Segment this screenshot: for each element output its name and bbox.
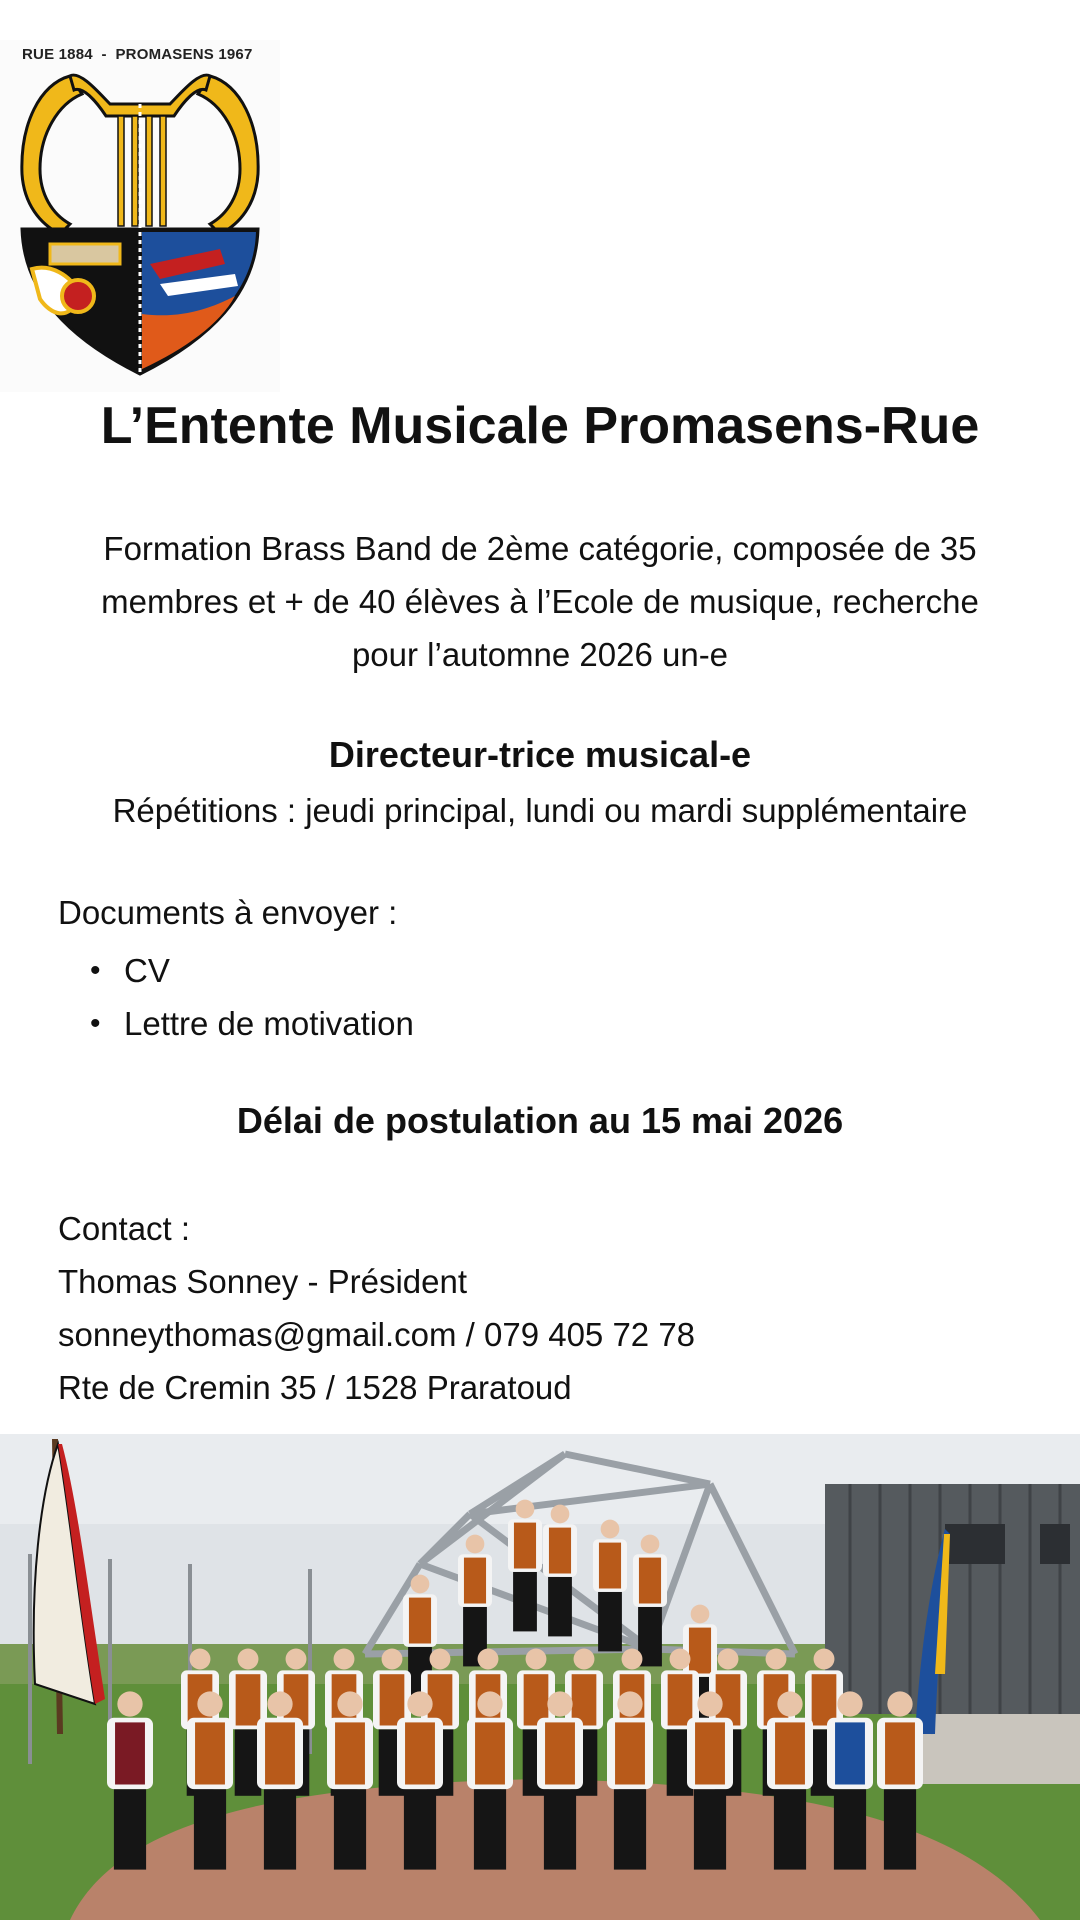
intro-paragraph (60, 522, 1020, 681)
band-member (537, 1691, 583, 1869)
band-member (107, 1691, 153, 1869)
band-members-figures (0, 1434, 1080, 1920)
deadline-text: Délai de postulation au 15 mai 2026 (236, 1100, 844, 1141)
bullet-icon: • (90, 1007, 101, 1040)
band-member (467, 1691, 513, 1869)
intro-line: Formation Brass Band de 2ème catégorie, composée de 35 (103, 530, 977, 567)
role-title: Directeur-trice musical-e (328, 734, 752, 775)
lyre-emblem-icon (10, 64, 270, 384)
band-member (327, 1691, 373, 1869)
band-members (0, 1434, 1080, 1920)
band-member (397, 1691, 443, 1869)
bullet-icon: • (90, 954, 101, 987)
band-member (827, 1691, 873, 1869)
contact-name: Thomas Sonney - Président (58, 1263, 468, 1300)
contact-email-phone: sonneythomas@gmail.com / 079 405 72 78 (58, 1316, 696, 1353)
band-member (508, 1500, 542, 1632)
document-item: CV (124, 952, 170, 989)
band-member (187, 1691, 233, 1869)
logo (0, 40, 280, 392)
band-member (877, 1691, 923, 1869)
list-item (58, 944, 414, 997)
band-member (687, 1691, 733, 1869)
documents-list (58, 944, 414, 1050)
list-item (58, 997, 414, 1050)
documents-label: Documents à envoyer : (58, 894, 398, 931)
contact-block (58, 1202, 695, 1414)
band-member (607, 1691, 653, 1869)
contact-address: Rte de Cremin 35 / 1528 Praratoud (58, 1369, 572, 1406)
intro-line: pour l’automne 2026 un-e (351, 636, 729, 673)
band-member (458, 1535, 492, 1667)
band-member (767, 1691, 813, 1869)
intro-line: membres et + de 40 élèves à l’Ecole de musique, recherche (101, 583, 979, 620)
page-title: L’Entente Musicale Promasens-Rue (100, 397, 980, 455)
band-member (633, 1535, 667, 1667)
band-member (543, 1505, 577, 1637)
band-member (593, 1520, 627, 1652)
document-item: Lettre de motivation (124, 1005, 414, 1042)
band-group-photo (0, 1434, 1080, 1920)
band-member (257, 1691, 303, 1869)
logo-caption: RUE 1884 - PROMASENS 1967 (22, 46, 253, 63)
contact-label: Contact : (58, 1210, 191, 1247)
rehearsals-text: Répétitions : jeudi principal, lundi ou mardi supplémentaire (112, 792, 968, 829)
